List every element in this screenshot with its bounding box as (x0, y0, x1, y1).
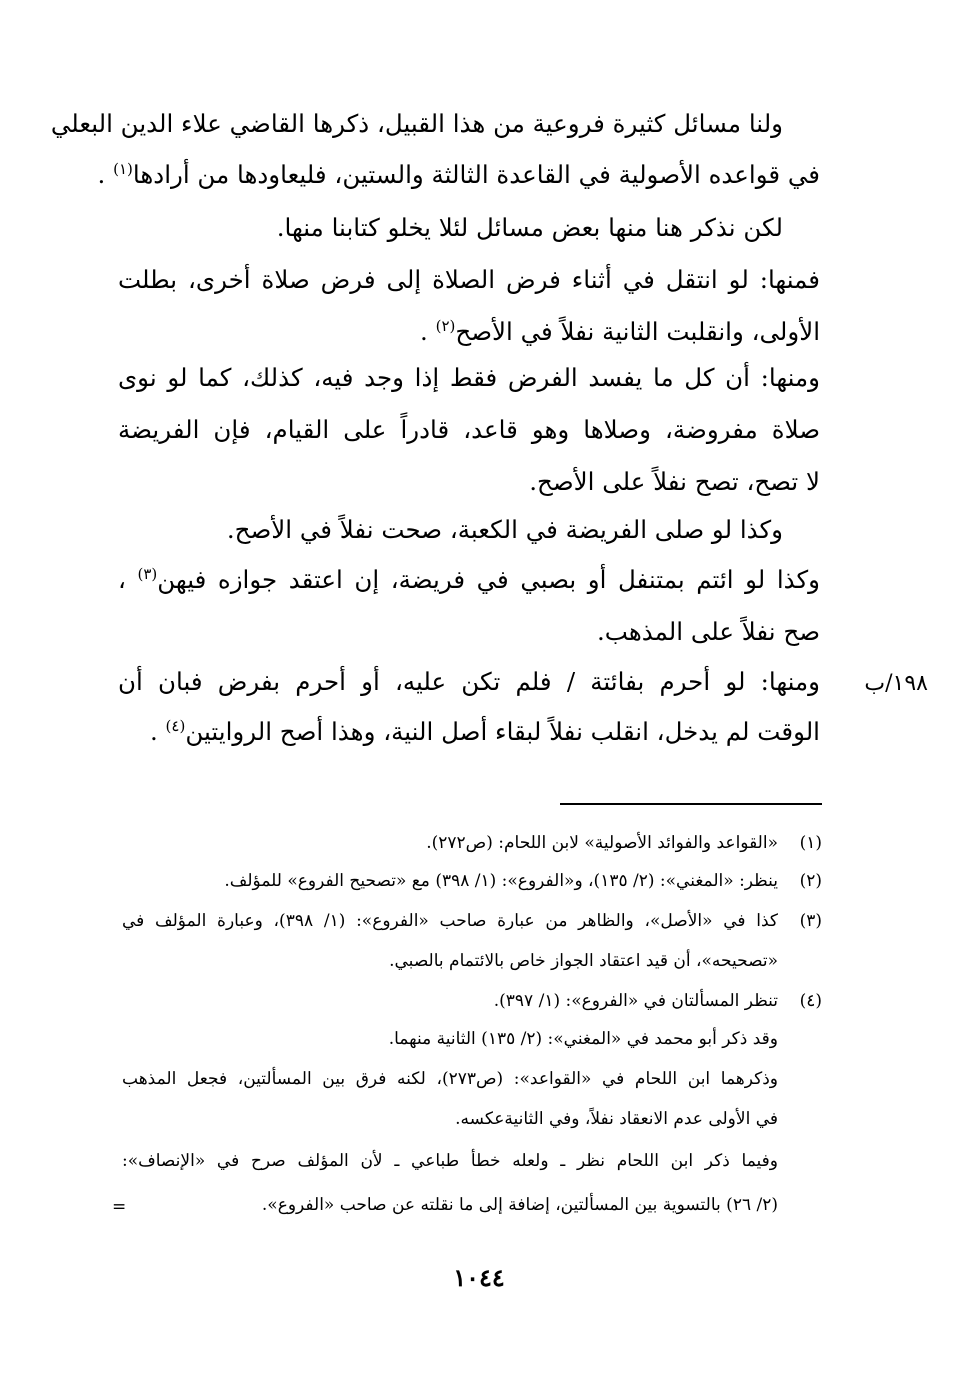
body-line-4: فمنها: لو انتقل في أثناء فرض الصلاة إلى فرض صلاة أخرى، بطلت (118, 265, 820, 294)
body-line-7: صلاة مفروضة، وصلاها وهو قاعد، قادراً على القيام، فإن الفريضة (118, 415, 820, 444)
footnote-4-number: (٤) (799, 991, 822, 1011)
footnote-ref-4[interactable]: (٤) (165, 716, 186, 735)
body-line-5: الأولى، وانقلبت الثانية نفلاً في الأصح$^{(٢)}$ . (420, 316, 820, 346)
footnote-2-number: (٢) (799, 871, 822, 891)
body-line-10: وكذا لو ائتم بمتنفل أو بصبي في فريضة، إن اعتقد جوازه فيهن$^{(٣)}$ ، (118, 564, 820, 594)
body-line-11: صح نفلاً على المذهب. (596, 617, 820, 646)
footnote-4-line-1: وقد ذكر أبو محمد في «المغني»: (٢/ ١٣٥) الثانية منهما. (388, 1029, 778, 1049)
footnote-1-number: (١) (799, 833, 822, 853)
continuation-mark: = (112, 1197, 127, 1217)
footnote-ref-3[interactable]: (٣) (137, 564, 158, 583)
body-line-1: ولنا مسائل كثيرة فروعية من هذا القبيل، ذكرها القاضي علاء الدين البعلي (50, 109, 783, 138)
body-line-6: ومنها: أن كل ما يفسد الفرض فقط إذا وجد فيه، كذلك، كما لو نوى (118, 363, 820, 392)
folio-margin-note: ١٩٨/ب (864, 671, 928, 696)
footnote-3-continuation: «تصحيحه»، أن قيد اعتقاد الجواز خاص بالائتمام بالصبي. (389, 951, 778, 971)
footnote-4-line-3: في الأولى عدم الانعقاد نفلاً، وفي الثانيةعكسه. (455, 1109, 778, 1129)
footnote-3-number: (٣) (799, 911, 822, 931)
footnote-separator (560, 803, 822, 805)
page-number: ١٠٤٤ (453, 1263, 505, 1292)
body-line-12: ومنها: لو أحرم بفائتة / فلم تكن عليه، أو أحرم بفرض فبان أن (118, 667, 820, 696)
body-line-9: وكذا لو صلى الفريضة في الكعبة، صحت نفلاً في الأصح. (226, 515, 783, 544)
footnote-4-line-4: وفيما ذكر ابن اللحام نظر ـ ولعله خطأ طباعي ـ لأن المؤلف صرح في «الإنصاف»: (122, 1151, 778, 1171)
footnote-3-text: كذا في «الأصل»، والظاهر من عبارة صاحب «الفروع»: (١/ ٣٩٨)، وعبارة المؤلف في (122, 911, 779, 931)
body-line-8: لا تصح، تصح نفلاً على الأصح. (529, 467, 820, 496)
footnote-4-line-5: (٢/ ٢٦) بالتسوية بين المسألتين، إضافة إلى ما نقلته عن صاحب «الفروع». (261, 1195, 778, 1215)
footnote-4-line-2: وذكرهما ابن اللحام في «القواعد»: (ص٢٧٣)، لكنه فرق بين المسألتين، فجعل المذهب (122, 1069, 778, 1089)
body-line-13: الوقت لم يدخل، انقلب نفلاً لبقاء أصل النية، وهذا أصح الروايتين$^{(٤)}$ . (149, 716, 820, 746)
body-line-3: لكن نذكر هنا منها بعض مسائل لئلا يخلو كتابنا منها. (276, 213, 783, 242)
footnote-ref-1[interactable]: (١) (113, 159, 133, 178)
body-line-2: في قواعده الأصولية في القاعدة الثالثة والستين، فليعاودها من أرادها$^{(١)}$ . (97, 159, 820, 189)
footnote-4-text: تنظر المسألتان في «الفروع»: (١/ ٣٩٧). (493, 991, 778, 1011)
footnote-2-text: ينظر: «المغني»: (٢/ ١٣٥)، و«الفروع»: (١/ ٣٩٨) مع «تصحيح الفروع» للمؤلف. (224, 871, 778, 891)
footnote-1-text: «القواعد والفوائد الأصولية» لابن اللحام: (ص٢٧٢). (426, 833, 778, 853)
footnote-ref-2[interactable]: (٢) (435, 316, 456, 335)
